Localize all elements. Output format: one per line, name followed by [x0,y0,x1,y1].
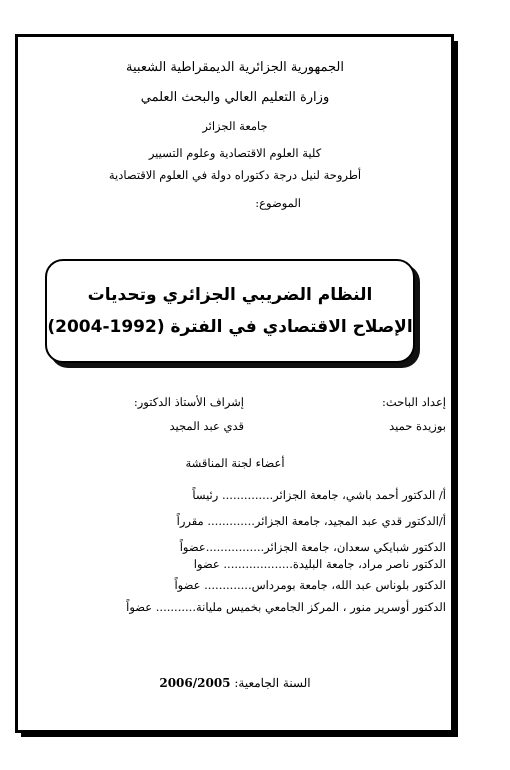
committee-member: أ/الدكتور قدي عبد المجيد، جامعة الجزائر............. مقرراً [176,514,446,528]
frame-shadow-right [454,41,458,737]
committee-member: الدكتور أوسرير منور ، المركز الجامعي بخميس مليانة........... عضواً [126,600,446,614]
committee-member: الدكتور بلوناس عبد الله، جامعة بومرداس............. عضواً [174,578,446,592]
thesis-title-box [45,259,415,363]
frame-shadow-bottom [21,733,458,737]
prepared-by-label: إعداد الباحث: [381,395,446,409]
subject-label: الموضوع: [255,196,301,210]
committee-heading: أعضاء لجنة المناقشة [185,456,285,470]
ministry-name: وزارة التعليم العالي والبحث العلمي [140,90,330,105]
thesis-degree: أطروحة لنيل درجة دكتوراه دولة في العلوم الاقتصادية [108,168,362,182]
page-border-frame [15,34,454,733]
faculty-name: كلية العلوم الاقتصادية وعلوم التسيير [148,146,322,160]
academic-year-label: السنة الجامعية: [234,676,311,690]
committee-member: الدكتور شبايكي سعدان، جامعة الجزائر................عضواً [179,540,446,554]
researcher-name: بوزيدة حميد [389,419,446,433]
university-name: جامعة الجزائر [202,119,268,133]
supervisor-name: قدي عبد المجيد [169,419,244,433]
thesis-title-line1: النظام الضريبي الجزائري وتحديات [87,285,373,305]
supervisor-label: إشراف الأستاذ الدكتور: [133,395,244,409]
committee-member: الدكتور ناصر مراد، جامعة البليدة................... عضوا [193,557,446,571]
republic-name: الجمهورية الجزائرية الديمقراطية الشعبية [126,60,344,75]
academic-year [40,676,430,690]
thesis-title-line2: الإصلاح الاقتصادي في الفترة (1992-2004) [47,317,413,337]
academic-year-value: 2006/2005 [159,676,231,690]
committee-member: أ/ الدكتور أحمد باشي، جامعة الجزائر.............. رئيساً [192,488,446,502]
